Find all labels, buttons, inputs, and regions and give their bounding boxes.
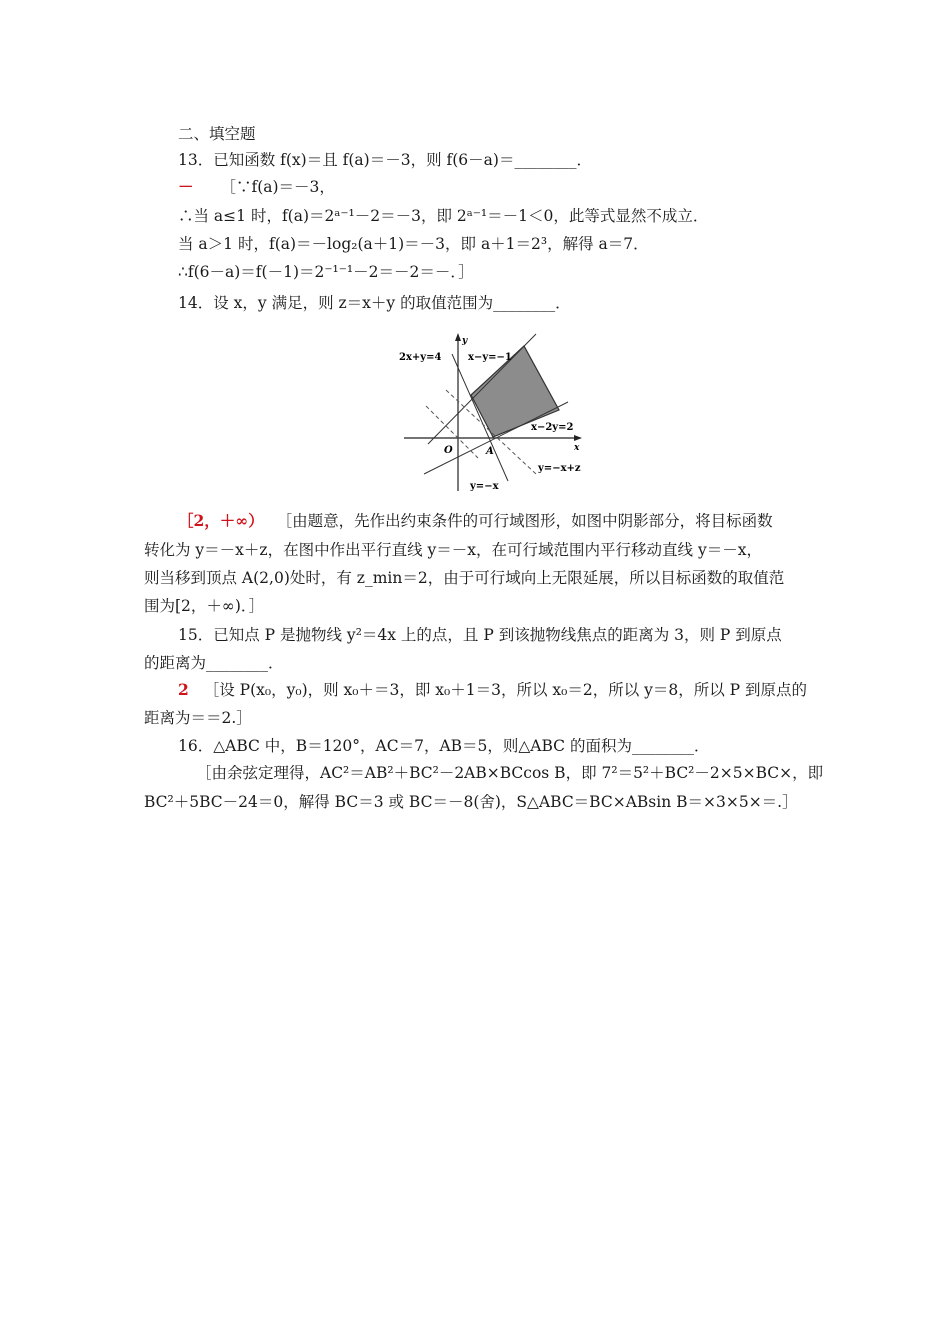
label-y-negx-z: y=−x+z [538, 463, 581, 474]
q14-solution-2: 转化为 y＝－x＋z，在图中作出平行直线 y＝－x，在可行域范围内平行移动直线 y＝－x， [144, 541, 762, 559]
label-2x-y-4: 2x+y=4 [399, 352, 442, 363]
q15-question-2: 的距离为________． [144, 654, 284, 672]
q13-answer: － [178, 177, 194, 196]
feasible-region-figure [398, 326, 588, 496]
q15-solution-1: ［设 P(x₀，y₀)，则 x₀＋＝3，即 x₀＋1＝3，所以 x₀＝2，所以 y＝8，所以 P 到原点的 [203, 681, 808, 699]
q15-answer-line [0, 680, 950, 700]
q13-question: 13．已知函数 f(x)＝且 f(a)＝－3，则 f(6－a)＝________． [178, 151, 592, 169]
q16-solution-1: ［由余弦定理得，AC²＝AB²＋BC²－2AB×BCcos B，即 7²＝5²＋BC²－2×5×BC×，即 [196, 764, 824, 782]
section-title: 二、填空题 [178, 125, 256, 143]
x-axis-arrow [574, 435, 582, 441]
q16-question: 16．△ABC 中，B＝120°，AC＝7，AB＝5，则△ABC 的面积为________． [178, 737, 710, 755]
label-y-axis: y [462, 336, 468, 346]
label-x-axis: x [574, 443, 580, 453]
q14-answer: ［2，＋∞） [178, 511, 264, 530]
label-x-2y-2: x−2y=2 [531, 422, 574, 433]
q14-answer-line [0, 511, 950, 531]
label-origin: O [444, 445, 453, 456]
q13-solution-2: ∴当 a≤1 时，f(a)＝2ᵃ⁻¹－2＝－3，即 2ᵃ⁻¹＝－1＜0，此等式显然不成立． [178, 207, 709, 225]
feasible-region-svg [398, 326, 588, 496]
q13-solution-3: 当 a＞1 时，f(a)＝－log₂(a＋1)＝－3，即 a＋1＝2³，解得 a＝7． [178, 235, 649, 253]
q15-question-1: 15．已知点 P 是抛物线 y²＝4x 上的点，且 P 到该抛物线焦点的距离为 3，则 P 到原点 [178, 626, 782, 644]
q13-solution-1: ［∵f(a)＝－3， [220, 178, 335, 196]
label-y-negx: y=−x [470, 481, 499, 492]
q15-solution-2: 距离为＝＝2.］ [144, 709, 252, 727]
q14-solution-1: ［由题意，先作出约束条件的可行域图形，如图中阴影部分，将目标函数 [276, 512, 773, 530]
label-x-y-neg1: x−y=−1 [468, 352, 512, 363]
q13-answer-line [0, 177, 950, 197]
q13-solution-4: ∴f(6－a)＝f(－1)＝2⁻¹⁻¹－2＝－2＝－．］ [178, 263, 474, 281]
q14-question: 14．设 x，y 满足，则 z＝x＋y 的取值范围为________． [178, 294, 571, 312]
y-axis-arrow [455, 333, 461, 341]
label-vertex-a: A [486, 446, 494, 457]
q14-solution-4: 围为[2，＋∞)．］ [144, 597, 265, 615]
q16-solution-2: BC²＋5BC－24＝0，解得 BC＝3 或 BC＝－8(舍)，S△ABC＝BC×ABsin B＝×3×5×＝.］ [144, 793, 798, 811]
q14-solution-3: 则当移到顶点 A(2,0)处时，有 z_min＝2，由于可行域向上无限延展，所以目标函数的取值范 [144, 569, 785, 587]
q15-answer: 2 [178, 680, 189, 699]
